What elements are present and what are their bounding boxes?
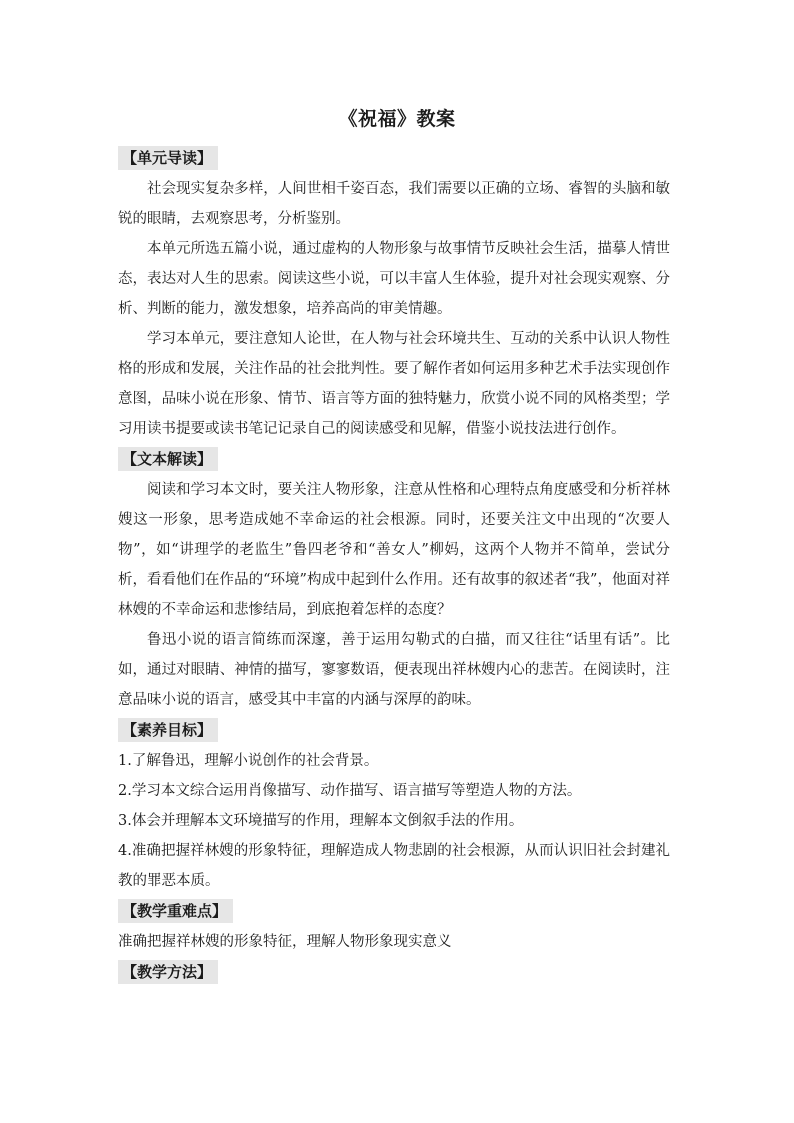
goal-item: 1.了解鲁迅，理解小说创作的社会背景。 <box>118 753 379 769</box>
paragraph: 本单元所选五篇小说，通过虚构的人物形象与故事情节反映社会生活，描摹人情世态，表达对人生的思索。阅读这些小说，可以丰富人生体验，提升对社会现实观察、分析、判断的能力，激发想象，培养高尚的审美情趣。 <box>118 241 670 317</box>
section-heading-goals: 【素养目标】 <box>118 718 218 742</box>
section-unit-intro <box>118 143 670 444</box>
section-heading-key-points: 【教学重难点】 <box>118 899 233 923</box>
paragraph: 鲁迅小说的语言简练而深邃，善于运用勾勒式的白描，而又往往“话里有话”。比如，通过对眼睛、神情的描写，寥寥数语，便表现出祥林嫂内心的悲苦。在阅读时，注意品味小说的语言，感受其中丰富的内涵与深厚的韵味。 <box>118 632 670 708</box>
section-heading-text-reading: 【文本解读】 <box>118 447 218 471</box>
goal-item: 2.学习本文综合运用肖像描写、动作描写、语言描写等塑造人物的方法。 <box>118 783 582 799</box>
section-methods <box>118 957 670 988</box>
goal-item: 4.准确把握祥林嫂的形象特征，理解造成人物悲剧的社会根源，从而认识旧社会封建礼教的罪恶本质。 <box>118 843 670 889</box>
section-goals <box>118 715 670 896</box>
paragraph: 学习本单元，要注意知人论世，在人物与社会环境共生、互动的关系中认识人物性格的形成和发展，关注作品的社会批判性。要了解作者如何运用多种艺术手法实现创作意图，品味小说在形象、情节、语言等方面的独特魅力，欣赏小说不同的风格类型；学习用读书提要或读书笔记记录自己的阅读感受和见解，借鉴小说技法进行创作。 <box>118 331 670 437</box>
paragraph: 社会现实复杂多样，人间世相千姿百态，我们需要以正确的立场、睿智的头脑和敏锐的眼睛，去观察思考，分析鉴别。 <box>118 181 670 227</box>
section-key-points <box>118 896 670 957</box>
goal-item: 3.体会并理解本文环境描写的作用，理解本文倒叙手法的作用。 <box>118 813 524 829</box>
paragraph: 阅读和学习本文时，要关注人物形象，注意从性格和心理特点角度感受和分析祥林嫂这一形象，思考造成她不幸命运的社会根源。同时，还要关注文中出现的“次要人物”，如“讲理学的老监生”鲁四老爷和“善女人”柳妈，这两个人物并不简单，尝试分析，看看他们在作品的“环境”构成中起到什么作用。还有故事的叙述者“我”，他面对祥林嫂的不幸命运和悲惨结局，到底抱着怎样的态度？ <box>118 482 670 618</box>
section-heading-methods: 【教学方法】 <box>118 960 218 984</box>
document-body <box>118 143 670 988</box>
key-points-text: 准确把握祥林嫂的形象特征，理解人物形象现实意义 <box>118 934 452 950</box>
page-title: 《祝福》教案 <box>338 108 456 130</box>
section-heading-unit-intro: 【单元导读】 <box>118 146 218 170</box>
section-text-reading <box>118 444 670 715</box>
